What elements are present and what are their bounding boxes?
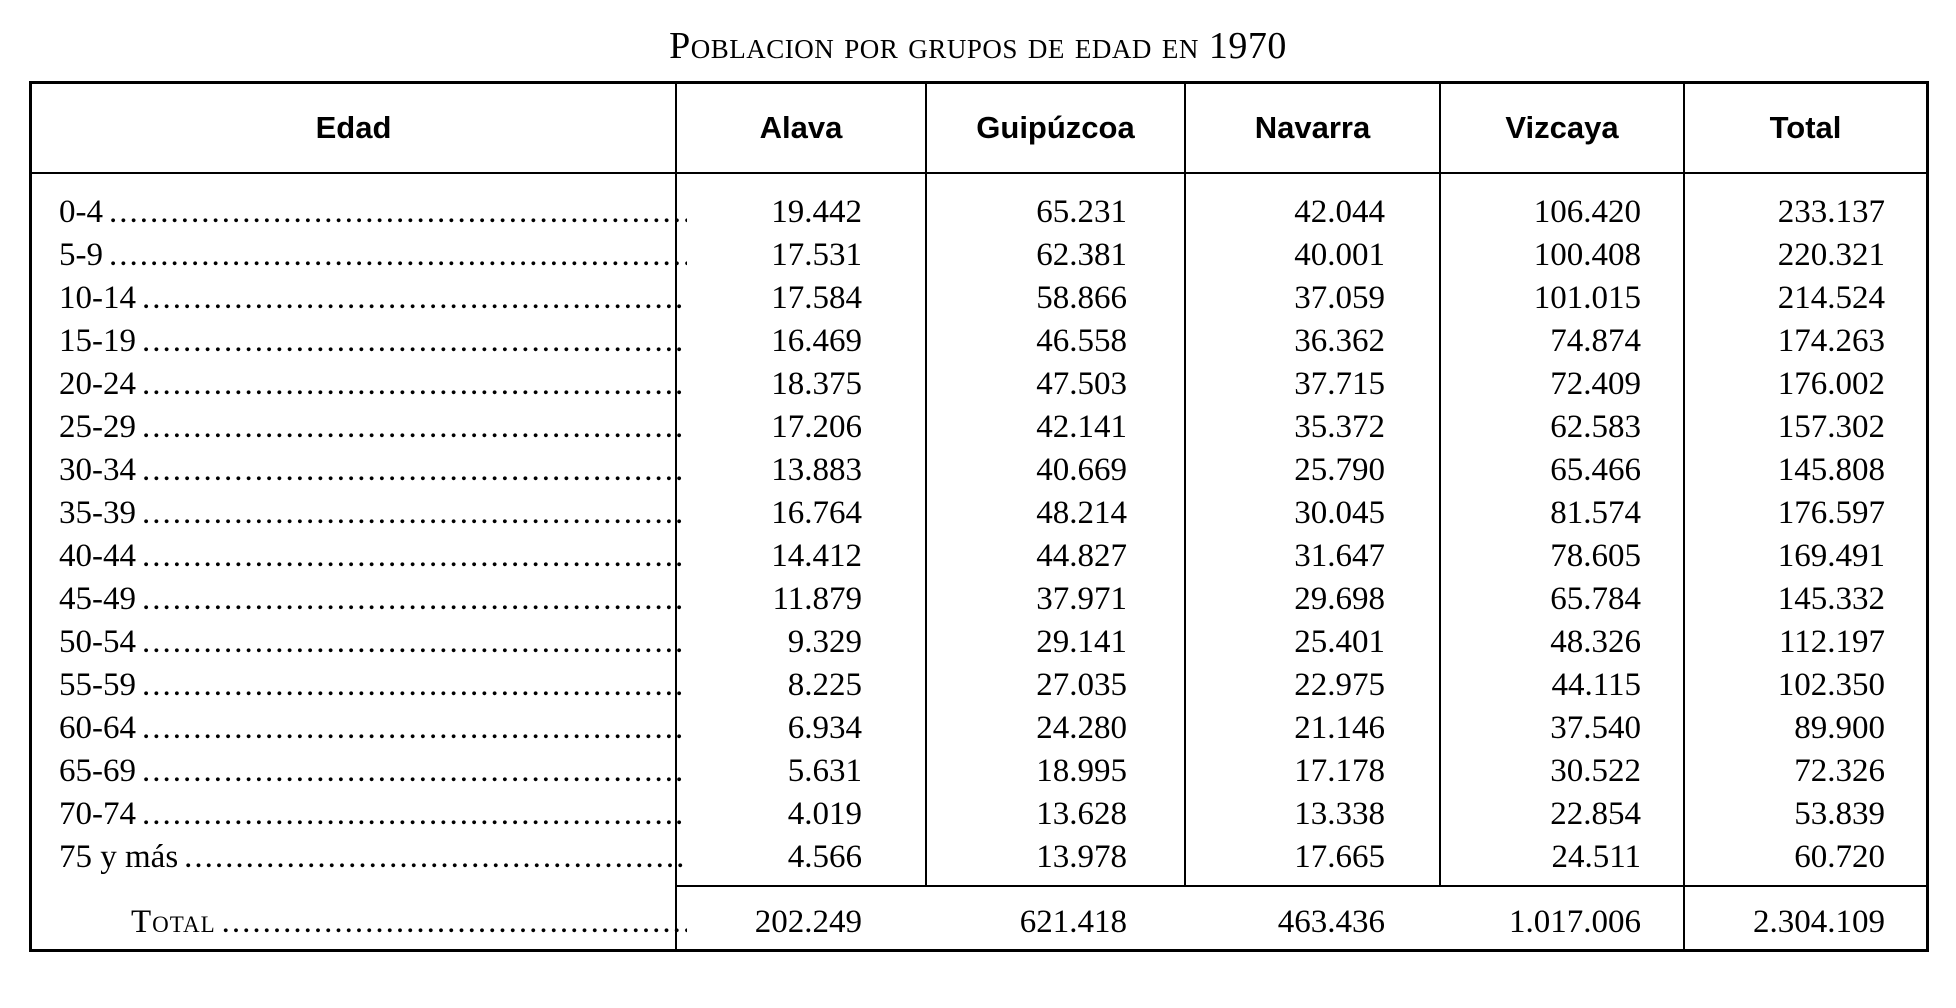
- cell-guipuzcoa: 18.995: [1036, 753, 1127, 789]
- total-alava: 202.249: [754, 904, 862, 940]
- leader-dots: [142, 363, 687, 406]
- header-navarra: Navarra: [1254, 110, 1371, 145]
- table-title: Poblacion por grupos de edad en 1970: [669, 25, 1287, 67]
- cell-total: 176.002: [1777, 366, 1885, 402]
- leader-dots: [142, 578, 687, 621]
- age-group-label: 25-29: [59, 409, 136, 445]
- cell-vizcaya: 62.583: [1550, 409, 1641, 445]
- age-group-label: 10-14: [59, 280, 136, 316]
- cell-total: 145.808: [1777, 452, 1885, 488]
- table-row: [32, 621, 1926, 664]
- cell-vizcaya: 44.115: [1551, 667, 1641, 703]
- leader-dots: [142, 535, 687, 578]
- age-group-label: 15-19: [59, 323, 136, 359]
- total-divider: [675, 885, 1926, 887]
- cell-alava: 17.531: [771, 237, 862, 273]
- cell-vizcaya: 30.522: [1550, 753, 1641, 789]
- cell-alava: 17.206: [771, 409, 862, 445]
- table-row: [32, 363, 1926, 406]
- cell-total: 174.263: [1777, 323, 1885, 359]
- cell-guipuzcoa: 42.141: [1036, 409, 1127, 445]
- cell-vizcaya: 37.540: [1550, 710, 1641, 746]
- header-alava: Alava: [759, 110, 843, 145]
- leader-dots: [109, 191, 687, 234]
- cell-guipuzcoa: 65.231: [1036, 194, 1127, 230]
- header-divider: [32, 172, 1926, 174]
- cell-navarra: 25.401: [1294, 624, 1385, 660]
- table-row: [32, 277, 1926, 320]
- cell-guipuzcoa: 37.971: [1036, 581, 1127, 617]
- cell-alava: 4.019: [787, 796, 862, 832]
- table-row: [32, 664, 1926, 707]
- cell-total: 145.332: [1777, 581, 1885, 617]
- cell-navarra: 21.146: [1294, 710, 1385, 746]
- total-navarra: 463.436: [1277, 904, 1385, 940]
- header-total: Total: [1769, 110, 1842, 145]
- leader-dots: [109, 234, 687, 277]
- cell-total: 169.491: [1777, 538, 1885, 574]
- cell-guipuzcoa: 47.503: [1036, 366, 1127, 402]
- cell-guipuzcoa: 44.827: [1036, 538, 1127, 574]
- table-row: [32, 750, 1926, 793]
- cell-guipuzcoa: 40.669: [1036, 452, 1127, 488]
- cell-total: 157.302: [1777, 409, 1885, 445]
- cell-alava: 16.764: [771, 495, 862, 531]
- header-vizcaya: Vizcaya: [1505, 110, 1619, 145]
- cell-alava: 18.375: [771, 366, 862, 402]
- leader-dots: [142, 664, 687, 707]
- age-group-label: 75 y más: [59, 839, 179, 875]
- cell-total: 176.597: [1777, 495, 1885, 531]
- age-group-label: 60-64: [59, 710, 136, 746]
- cell-alava: 17.584: [771, 280, 862, 316]
- cell-vizcaya: 74.874: [1550, 323, 1641, 359]
- age-group-label: 5-9: [59, 237, 103, 273]
- cell-vizcaya: 78.605: [1550, 538, 1641, 574]
- cell-vizcaya: 72.409: [1550, 366, 1641, 402]
- population-table: [29, 81, 1929, 952]
- leader-dots: [142, 449, 687, 492]
- cell-navarra: 37.059: [1294, 280, 1385, 316]
- header-edad: Edad: [315, 110, 392, 145]
- cell-vizcaya: 65.466: [1550, 452, 1641, 488]
- cell-vizcaya: 100.408: [1533, 237, 1641, 273]
- leader-dots: [142, 492, 687, 535]
- cell-navarra: 36.362: [1294, 323, 1385, 359]
- cell-alava: 19.442: [771, 194, 862, 230]
- cell-alava: 4.566: [787, 839, 862, 875]
- age-group-label: 50-54: [59, 624, 136, 660]
- header-guipuzcoa: Guipúzcoa: [976, 110, 1135, 145]
- table-row: [32, 320, 1926, 363]
- leader-dots: [142, 750, 687, 793]
- cell-navarra: 22.975: [1294, 667, 1385, 703]
- leader-dots: [142, 793, 687, 836]
- cell-vizcaya: 48.326: [1550, 624, 1641, 660]
- cell-guipuzcoa: 13.978: [1036, 839, 1127, 875]
- age-group-label: 70-74: [59, 796, 136, 832]
- cell-total: 89.900: [1794, 710, 1885, 746]
- age-group-label: 40-44: [59, 538, 136, 574]
- table-row: [32, 793, 1926, 836]
- cell-guipuzcoa: 27.035: [1036, 667, 1127, 703]
- cell-alava: 14.412: [771, 538, 862, 574]
- total-row: [32, 895, 1926, 949]
- cell-navarra: 40.001: [1294, 237, 1385, 273]
- total-guipuzcoa: 621.418: [1019, 904, 1127, 940]
- leader-dots: [184, 836, 687, 879]
- age-group-label: 20-24: [59, 366, 136, 402]
- cell-total: 233.137: [1777, 194, 1885, 230]
- age-group-label: 65-69: [59, 753, 136, 789]
- cell-total: 214.524: [1777, 280, 1885, 316]
- cell-vizcaya: 22.854: [1550, 796, 1641, 832]
- age-group-label: 0-4: [59, 194, 103, 230]
- cell-total: 102.350: [1777, 667, 1885, 703]
- table-row: [32, 578, 1926, 621]
- cell-total: 60.720: [1794, 839, 1885, 875]
- cell-guipuzcoa: 58.866: [1036, 280, 1127, 316]
- cell-alava: 13.883: [771, 452, 862, 488]
- cell-total: 72.326: [1794, 753, 1885, 789]
- cell-guipuzcoa: 24.280: [1036, 710, 1127, 746]
- table-row: [32, 191, 1926, 234]
- leader-dots: [142, 621, 687, 664]
- cell-guipuzcoa: 29.141: [1036, 624, 1127, 660]
- cell-guipuzcoa: 48.214: [1036, 495, 1127, 531]
- cell-vizcaya: 65.784: [1550, 581, 1641, 617]
- cell-alava: 9.329: [787, 624, 862, 660]
- cell-vizcaya: 106.420: [1533, 194, 1641, 230]
- total-total: 2.304.109: [1753, 904, 1885, 940]
- cell-navarra: 31.647: [1294, 538, 1385, 574]
- age-group-label: 55-59: [59, 667, 136, 703]
- cell-navarra: 17.178: [1294, 753, 1385, 789]
- cell-navarra: 35.372: [1294, 409, 1385, 445]
- cell-vizcaya: 101.015: [1533, 280, 1641, 316]
- cell-navarra: 25.790: [1294, 452, 1385, 488]
- cell-total: 112.197: [1778, 624, 1885, 660]
- total-vizcaya: 1.017.006: [1509, 904, 1641, 940]
- cell-navarra: 17.665: [1294, 839, 1385, 875]
- table-row: [32, 406, 1926, 449]
- leader-dots: [222, 895, 687, 949]
- leader-dots: [142, 406, 687, 449]
- table-row: [32, 535, 1926, 578]
- cell-navarra: 37.715: [1294, 366, 1385, 402]
- cell-vizcaya: 24.511: [1551, 839, 1641, 875]
- cell-guipuzcoa: 13.628: [1036, 796, 1127, 832]
- age-group-label: 45-49: [59, 581, 136, 617]
- leader-dots: [142, 320, 687, 363]
- leader-dots: [142, 277, 687, 320]
- cell-guipuzcoa: 62.381: [1036, 237, 1127, 273]
- cell-alava: 8.225: [787, 667, 862, 703]
- total-label: Total: [131, 904, 216, 940]
- cell-vizcaya: 81.574: [1550, 495, 1641, 531]
- cell-alava: 11.879: [772, 581, 862, 617]
- cell-navarra: 29.698: [1294, 581, 1385, 617]
- cell-total: 53.839: [1794, 796, 1885, 832]
- leader-dots: [142, 707, 687, 750]
- cell-total: 220.321: [1777, 237, 1885, 273]
- cell-guipuzcoa: 46.558: [1036, 323, 1127, 359]
- cell-alava: 6.934: [787, 710, 862, 746]
- table-row: [32, 449, 1926, 492]
- cell-navarra: 30.045: [1294, 495, 1385, 531]
- cell-alava: 16.469: [771, 323, 862, 359]
- table-row: [32, 836, 1926, 879]
- age-group-label: 35-39: [59, 495, 136, 531]
- cell-alava: 5.631: [787, 753, 862, 789]
- table-row: [32, 707, 1926, 750]
- table-row: [32, 234, 1926, 277]
- cell-navarra: 13.338: [1294, 796, 1385, 832]
- cell-navarra: 42.044: [1294, 194, 1385, 230]
- age-group-label: 30-34: [59, 452, 136, 488]
- table-row: [32, 492, 1926, 535]
